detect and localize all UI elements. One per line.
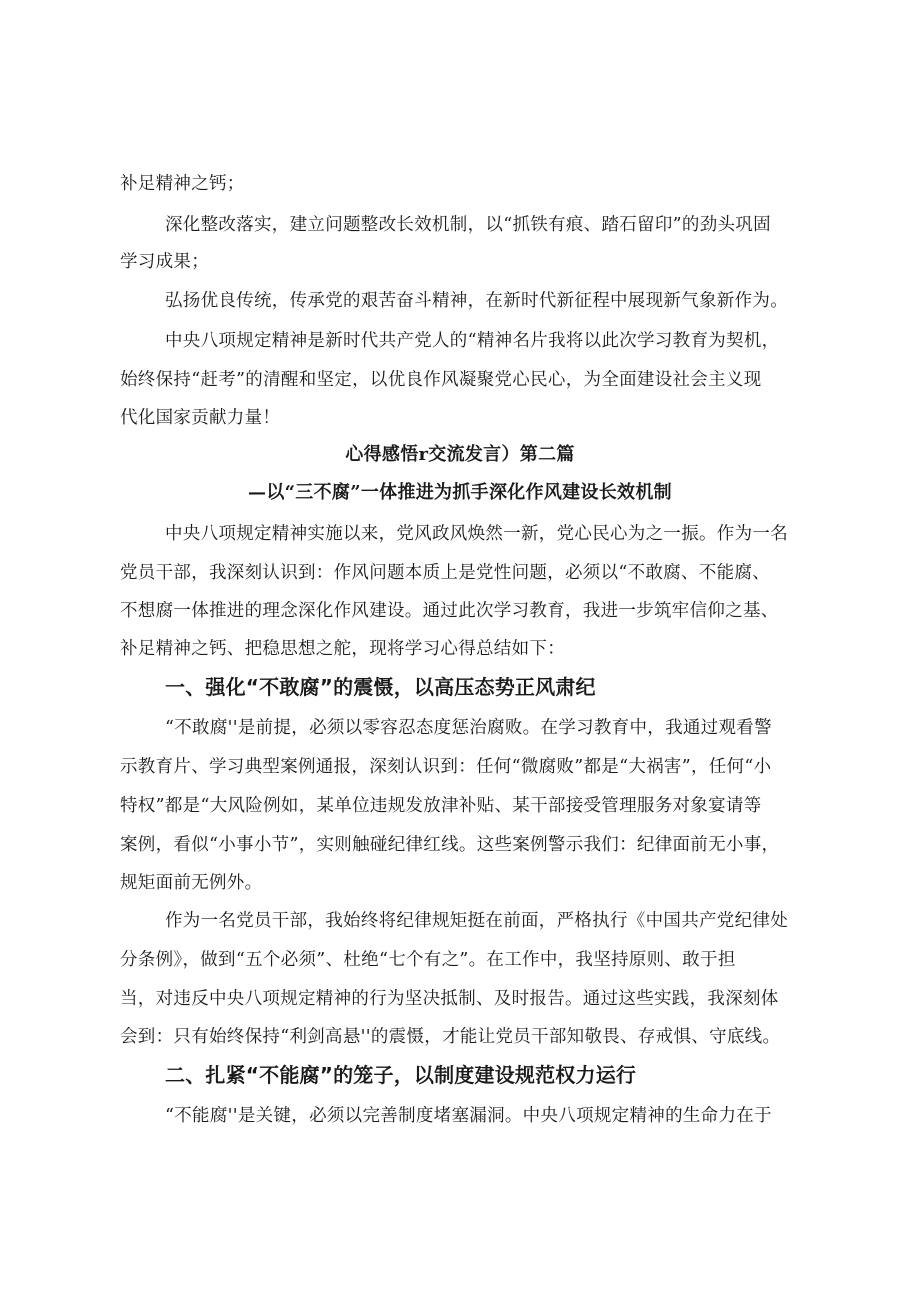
paragraph-line: 规矩面前无例外。 <box>120 873 263 893</box>
article-subtitle: —以“三不腐”一体推进为抓手深化作风建设长效机制 <box>248 482 672 503</box>
paragraph-line: 学习成果； <box>120 252 209 272</box>
paragraph-line: 补足精神之钙、把稳思想之舵，现将学习心得总结如下： <box>120 639 565 659</box>
section-heading-1: 一、强化“不敢腐”的震慑，以高压态势正风肃纪 <box>165 675 596 699</box>
paragraph-line: 会到：只有始终保持“利剑高悬''的震慑，才能让党员干部知敬畏、存戒惧、守底线。 <box>120 1027 781 1047</box>
paragraph-line: 党员干部，我深刻认识到：作风问题本质上是党性问题，必须以“不敢腐、不能腐、 <box>120 563 771 583</box>
paragraph-line: 补足精神之钙； <box>120 174 245 194</box>
paragraph-line: 始终保持“赶考”的清醒和坚定，以优良作风凝聚党心民心，为全面建设社会主义现 <box>120 370 762 390</box>
paragraph-line: 示教育片、学习典型案例通报，深刻认识到：任何“微腐败”都是“大祸害”，任何“小 <box>120 757 772 777</box>
paragraph-line: 深化整改落实，建立问题整改长效机制，以“抓铁有痕、踏石留印”的劲头巩固 <box>165 215 771 235</box>
paragraph-line: 中央八项规定精神是新时代共产党人的“精神名片我将以此次学习教育为契机， <box>165 331 780 351</box>
paragraph-line: 中央八项规定精神实施以来，党风政风焕然一新，党心民心为之一振。作为一名 <box>165 524 788 544</box>
paragraph-line: 特权”都是“大风险例如，某单位违规发放津补贴、某干部接受管理服务对象宴请等 <box>120 796 762 816</box>
paragraph-line: 作为一名党员干部，我始终将纪律规矩挺在前面，严格执行《中国共产党纪律处 <box>165 911 788 931</box>
paragraph-line: “不能腐''是关键，必须以完善制度堵塞漏洞。中央八项规定精神的生命力在于 <box>165 1106 772 1126</box>
paragraph-line: 分条例》，做到“五个必须”、杜绝“七个有之”。在工作中，我坚持原则、敢于担 <box>120 950 736 970</box>
article-title: 心得感悟r交流发言）第二篇 <box>345 444 575 465</box>
paragraph-line: “不敢腐''是前提，必须以零容忍态度惩治腐败。在学习教育中，我通过观看警 <box>165 718 772 738</box>
paragraph-line: 案例，看似“小事小节”，实则触碰纪律红线。这些案例警示我们：纪律面前无小事， <box>120 835 780 855</box>
paragraph-line: 当，对违反中央八项规定精神的行为坚决抵制、及时报告。通过这些实践，我深刻体 <box>120 989 779 1009</box>
paragraph-line: 弘扬优良传统，传承党的艰苦奋斗精神，在新时代新征程中展现新气象新作为。 <box>165 291 788 311</box>
section-heading-2: 二、扎紧“不能腐”的笼子，以制度建设规范权力运行 <box>165 1063 637 1087</box>
paragraph-line: 不想腐一体推进的理念深化作风建设。通过此次学习教育，我进一步筑牢信仰之基、 <box>120 601 779 621</box>
paragraph-line: 代化国家贡献力量！ <box>120 408 281 428</box>
